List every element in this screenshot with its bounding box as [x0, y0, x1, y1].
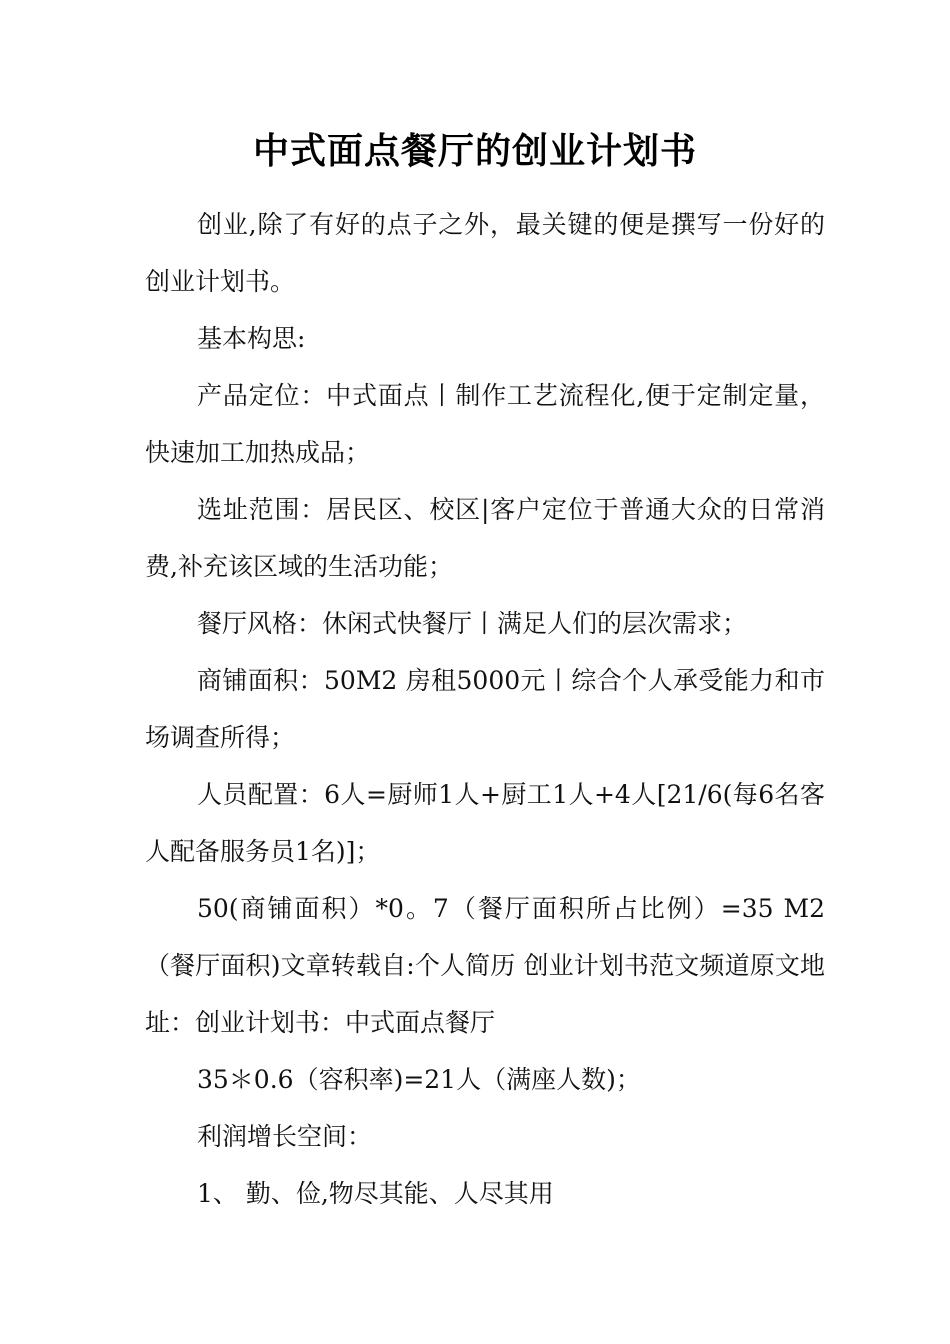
paragraph-shop-area: 商铺面积：50M2 房租5000元丨综合个人承受能力和市场调查所得；: [145, 666, 825, 752]
paragraph-profit-growth: 利润增长空间：: [197, 1122, 373, 1151]
document-title: 中式面点餐厅的创业计划书: [252, 131, 697, 172]
paragraph-site-selection: 选址范围：居民区、校区|客户定位于普通大众的日常消费,补充该区域的生活功能；: [145, 495, 825, 581]
paragraph-staffing: 人员配置：6人=厨师1人+厨工1人+4人[21/6(每6名客人配备服务员1名)]；: [145, 780, 825, 866]
paragraph-area-calculation: 50(商铺面积）*0。7（餐厅面积所占比例）=35 M2（餐厅面积)文章转载自:个人简历 创业计划书范文频道原文地址：创业计划书：中式面点餐厅: [145, 894, 825, 1037]
paragraph-list-item-1: 1、 勤、俭,物尽其能、人尽其用: [197, 1179, 554, 1208]
paragraph-seating-calculation: 35＊0.6（容积率)=21人（满座人数)；: [197, 1065, 641, 1094]
paragraph-product-positioning: 产品定位：中式面点丨制作工艺流程化,便于定制定量，快速加工加热成品；: [145, 381, 825, 467]
document-body: [145, 196, 825, 1222]
paragraph-intro: 创业,除了有好的点子之外，最关键的便是撰写一份好的创业计划书。: [145, 210, 825, 296]
paragraph-basic-concept: 基本构思:: [197, 324, 306, 353]
paragraph-restaurant-style: 餐厅风格：休闲式快餐厅丨满足人们的层次需求；: [197, 609, 748, 638]
